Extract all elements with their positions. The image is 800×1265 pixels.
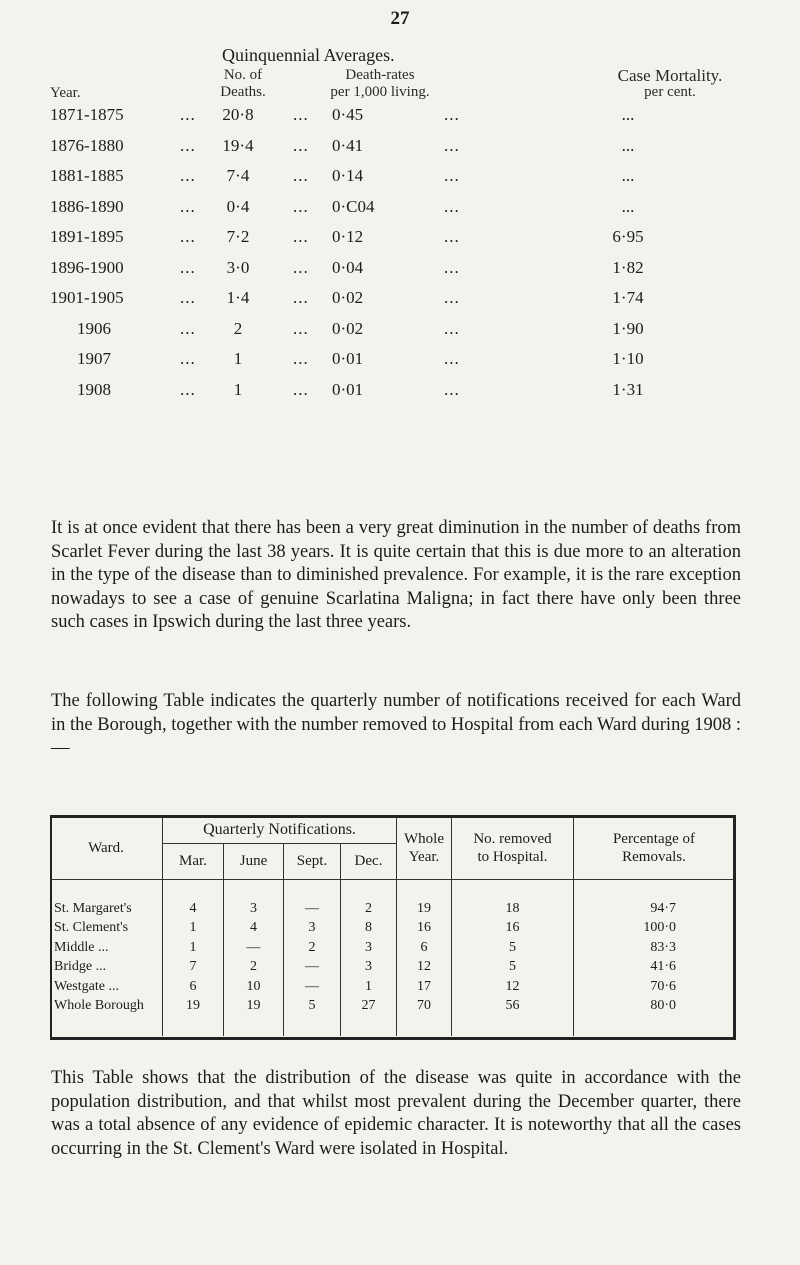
row-year: 1907 bbox=[77, 349, 111, 368]
leader-dots: ... bbox=[293, 135, 309, 155]
row-deaths: 2 bbox=[233, 318, 243, 338]
header-mar: Mar. bbox=[163, 843, 224, 879]
row-case-mortality: 6·95 bbox=[612, 227, 644, 246]
cell-removed: 16 bbox=[452, 919, 574, 939]
row-case-mortality: 1·90 bbox=[612, 318, 644, 338]
averages-row bbox=[50, 166, 770, 197]
leader-dots: ... bbox=[444, 196, 460, 216]
row-deaths: 1·4 bbox=[226, 288, 250, 307]
cell-removed: 56 bbox=[452, 997, 574, 1017]
leader-dots: ... bbox=[180, 349, 196, 368]
header-whole-year: Whole Year. bbox=[397, 817, 452, 879]
row-deaths: 0·4 bbox=[226, 196, 250, 216]
cell-june: 10 bbox=[224, 977, 284, 997]
cell-mar: 19 bbox=[163, 997, 224, 1017]
cell-sept: — bbox=[284, 899, 341, 919]
row-deaths: 19·4 bbox=[222, 135, 254, 155]
leader-dots: ... bbox=[444, 227, 460, 246]
averages-row bbox=[50, 288, 770, 319]
averages-row bbox=[50, 258, 770, 289]
cell-dec: 27 bbox=[341, 997, 397, 1017]
leader-dots: ... bbox=[180, 227, 196, 246]
row-death-rate: 0·01 bbox=[332, 379, 364, 399]
header-year: Year. bbox=[50, 85, 81, 101]
averages-row bbox=[50, 105, 770, 136]
cell-year: 16 bbox=[397, 919, 452, 939]
row-death-rate: 0·01 bbox=[332, 349, 364, 368]
header-ward: Ward. bbox=[50, 817, 163, 879]
leader-dots: ... bbox=[293, 349, 309, 368]
leader-dots: ... bbox=[444, 288, 460, 307]
cell-year: 17 bbox=[397, 977, 452, 997]
leader-dots: ... bbox=[180, 166, 196, 185]
leader-dots: ... bbox=[180, 257, 196, 277]
header-death-rates: Death-rates per 1,000 living. bbox=[330, 67, 430, 100]
row-death-rate: 0·04 bbox=[332, 257, 364, 277]
cell-sept: — bbox=[284, 958, 341, 978]
cell-ward: Westgate ... bbox=[50, 977, 163, 997]
cell-year: 70 bbox=[397, 997, 452, 1017]
header-quarterly-notifications: Quarterly Notifications. bbox=[163, 817, 397, 843]
leader-dots: ... bbox=[293, 379, 309, 399]
cell-sept: 2 bbox=[284, 938, 341, 958]
row-year: 1871-1875 bbox=[50, 105, 124, 124]
row-deaths: 1 bbox=[233, 379, 243, 399]
leader-dots: ... bbox=[180, 379, 196, 399]
cell-pct: 83·3 bbox=[650, 939, 676, 955]
row-case-mortality: 1·74 bbox=[612, 288, 644, 307]
cell-mar: 4 bbox=[163, 899, 224, 919]
row-death-rate: 0·02 bbox=[332, 318, 364, 338]
cell-dec: 8 bbox=[341, 919, 397, 939]
cell-pct: 94·7 bbox=[650, 900, 676, 916]
averages-row bbox=[50, 319, 770, 350]
row-deaths: 20·8 bbox=[222, 105, 254, 124]
cell-june: 19 bbox=[224, 997, 284, 1017]
averages-rows bbox=[50, 105, 770, 410]
leader-dots: ... bbox=[444, 349, 460, 368]
row-death-rate: 0·02 bbox=[332, 288, 364, 307]
header-case-mortality: Case Mortality. per cent. bbox=[617, 66, 723, 100]
row-case-mortality: ... bbox=[621, 196, 635, 216]
cell-sept: — bbox=[284, 977, 341, 997]
cell-june: — bbox=[224, 938, 284, 958]
averages-row bbox=[50, 227, 770, 258]
header-removed: No. removed to Hospital. bbox=[452, 817, 574, 879]
row-case-mortality: 1·31 bbox=[612, 379, 644, 399]
row-case-mortality: ... bbox=[621, 166, 635, 185]
leader-dots: ... bbox=[444, 166, 460, 185]
cell-sept: 5 bbox=[284, 997, 341, 1017]
leader-dots: ... bbox=[444, 379, 460, 399]
cell-ward: Bridge ... bbox=[50, 958, 163, 978]
row-year: 1881-1885 bbox=[50, 166, 124, 185]
header-sept: Sept. bbox=[284, 843, 341, 879]
cell-june: 4 bbox=[224, 919, 284, 939]
cell-dec: 3 bbox=[341, 958, 397, 978]
cell-ward: Middle ... bbox=[50, 938, 163, 958]
leader-dots: ... bbox=[293, 166, 309, 185]
row-death-rate: 0·C04 bbox=[332, 196, 375, 216]
cell-dec: 2 bbox=[341, 899, 397, 919]
row-death-rate: 0·14 bbox=[332, 166, 364, 185]
averages-row bbox=[50, 136, 770, 167]
cell-removed: 5 bbox=[452, 938, 574, 958]
ward-row bbox=[50, 997, 734, 1017]
row-year: 1908 bbox=[77, 379, 111, 399]
cell-ward: Whole Borough bbox=[50, 997, 163, 1017]
leader-dots: ... bbox=[444, 318, 460, 338]
header-percentage: Percentage of Removals. bbox=[574, 817, 735, 879]
row-year: 1901-1905 bbox=[50, 288, 124, 307]
leader-dots: ... bbox=[180, 288, 196, 307]
row-year: 1896-1900 bbox=[50, 257, 124, 277]
cell-june: 3 bbox=[224, 899, 284, 919]
cell-dec: 1 bbox=[341, 977, 397, 997]
leader-dots: ... bbox=[444, 135, 460, 155]
cell-ward: St. Margaret's bbox=[50, 899, 163, 919]
cell-pct: 80·0 bbox=[650, 998, 676, 1014]
row-death-rate: 0·12 bbox=[332, 227, 364, 246]
paragraph-diminution: It is at once evident that there has been a very great diminution in the number of deaths from Scarlet Fever during the last 38 years. It is quite certain that this is due more to an alteration in the type of the disease than to diminished prevalence. For example, it is the rare exception nowadays to see a case of genuine Scarlatina Maligna; in fact there have only been three such cases in Ipswich during the last three years. bbox=[51, 518, 741, 632]
ward-rows bbox=[50, 879, 734, 1036]
ward-row bbox=[50, 977, 734, 997]
page-number: 27 bbox=[390, 8, 410, 29]
cell-pct: 70·6 bbox=[650, 978, 676, 994]
ward-row bbox=[50, 958, 734, 978]
leader-dots: ... bbox=[293, 105, 309, 124]
header-deaths: No. of Deaths. bbox=[220, 67, 266, 100]
leader-dots: ... bbox=[444, 105, 460, 124]
averages-row bbox=[50, 349, 770, 380]
cell-sept: 3 bbox=[284, 919, 341, 939]
leader-dots: ... bbox=[293, 318, 309, 338]
leader-dots: ... bbox=[293, 257, 309, 277]
header-june: June bbox=[224, 843, 284, 879]
row-case-mortality: ... bbox=[621, 105, 635, 124]
cell-june: 2 bbox=[224, 958, 284, 978]
row-deaths: 7·4 bbox=[226, 166, 250, 185]
cell-mar: 1 bbox=[163, 938, 224, 958]
row-deaths: 1 bbox=[233, 349, 243, 368]
averages-row bbox=[50, 380, 770, 411]
leader-dots: ... bbox=[180, 105, 196, 124]
cell-removed: 18 bbox=[452, 899, 574, 919]
cell-pct: 100·0 bbox=[643, 920, 676, 936]
ward-row bbox=[50, 919, 734, 939]
cell-ward: St. Clement's bbox=[50, 919, 163, 939]
row-deaths: 3·0 bbox=[226, 257, 250, 277]
row-year: 1906 bbox=[77, 318, 111, 338]
ward-notifications-table bbox=[50, 817, 734, 1036]
cell-mar: 6 bbox=[163, 977, 224, 997]
quinquennial-averages-table bbox=[50, 45, 770, 445]
cell-year: 12 bbox=[397, 958, 452, 978]
cell-mar: 1 bbox=[163, 919, 224, 939]
leader-dots: ... bbox=[293, 227, 309, 246]
row-year: 1876-1880 bbox=[50, 135, 124, 155]
cell-removed: 12 bbox=[452, 977, 574, 997]
paragraph-distribution: This Table shows that the distribution of the disease was quite in accordance with the population distribution, and that whilst most prevalent during the December quarter, there was a total absence of any evidence of epidemic character. It is noteworthy that all the cases occurring in the St. Clement's Ward were isolated in Hospital. bbox=[51, 1068, 741, 1159]
ward-row bbox=[50, 899, 734, 919]
leader-dots: ... bbox=[180, 318, 196, 338]
cell-year: 19 bbox=[397, 899, 452, 919]
leader-dots: ... bbox=[180, 196, 196, 216]
row-death-rate: 0·45 bbox=[332, 105, 364, 124]
averages-row bbox=[50, 197, 770, 228]
ward-row bbox=[50, 938, 734, 958]
row-case-mortality: 1·82 bbox=[612, 257, 644, 277]
row-year: 1886-1890 bbox=[50, 196, 124, 216]
cell-year: 6 bbox=[397, 938, 452, 958]
cell-removed: 5 bbox=[452, 958, 574, 978]
paragraph-table-intro: The following Table indicates the quarterly number of notifications received for each Ward in the Borough, together with the number removed to Hospital from each Ward during 1908 :— bbox=[51, 691, 741, 758]
cell-dec: 3 bbox=[341, 938, 397, 958]
row-case-mortality: ... bbox=[621, 135, 635, 155]
header-dec: Dec. bbox=[341, 843, 397, 879]
row-deaths: 7·2 bbox=[226, 227, 250, 246]
cell-mar: 7 bbox=[163, 958, 224, 978]
leader-dots: ... bbox=[444, 257, 460, 277]
leader-dots: ... bbox=[180, 135, 196, 155]
leader-dots: ... bbox=[293, 288, 309, 307]
row-case-mortality: 1·10 bbox=[612, 349, 644, 368]
cell-pct: 41·6 bbox=[650, 959, 676, 975]
averages-group-title: Quinquennial Averages. bbox=[222, 45, 395, 65]
row-death-rate: 0·41 bbox=[332, 135, 364, 155]
leader-dots: ... bbox=[293, 196, 309, 216]
row-year: 1891-1895 bbox=[50, 227, 124, 246]
